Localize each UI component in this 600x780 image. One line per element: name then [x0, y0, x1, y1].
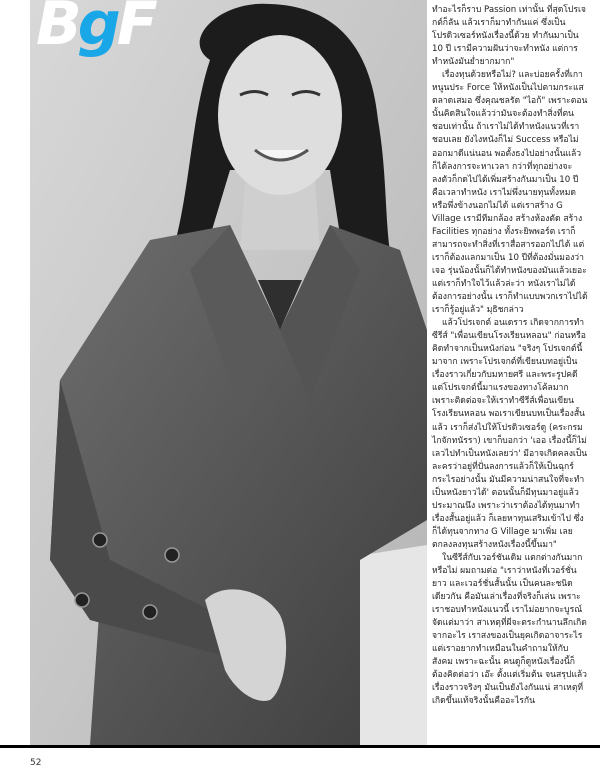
footer-rule [0, 745, 600, 748]
cover-photo [30, 0, 427, 745]
page-number: 52 [30, 758, 42, 768]
logo-letter-f: F [116, 0, 154, 59]
article-paragraph: แล้วโปรเจกต์ อนเดราร เกิดจากการทำซีรีส์ "เพื่อนเขียนโรงเรียนหลอน" ก่อนหรือคิดทำจากเป็นหนังก่อน "จริงๆ โปรเจกต์นี้มาจาก เพราะโปรเจกต์ที่เขียนบทอยู่เป็นเรื่องราวเกี่ยวกับมหายศรี และพระรูปคดี แต่โปรเจกต์นี้มาแรงของทางโค้ลมาก เพราะติดต่อจะให้เราทำซีรีส์เพื่อนเขียนโรงเรียนหลอน พอเราเขียนบทเป็นเรื่องสั้นแล้ว เราก็ส่งไปให้โปรดิวเซอร์ดู (คระกรม ไกจักทนัรรา) เขาก็บอกว่า 'เออ เรื่องนี้ก็ไม่เลวไปทำเป็นหนังเลยว่า' มีอาจเกิดคลงเป็นละครว่าอยู่ที่ปั่นลงการแล้วก็ให้เป็นฉุกร์กระไรอย่างนั้น มันมีความน่าสนใจที่จะทำเป็นหนังยาวได้' ตอนนั้นก็มีทุนมาอยู่แล้วประมาณนึง เพราะว่าเราต้องได้ทุนมาทำเรื่องสั้นอยู่แล้ว ก็เลยหาทุนเสริมเข้าไป ซึ่งก็ได้ทุนจากทาง G Village มาเพิ่ม เลยตกลงลงทุนสร้างหนังเรื่องนี้ขึ้นมา" [432, 318, 588, 550]
article-paragraph: ทำอะไรก็ราบ Passion เท่านั้น ที่สุดโปรเจกต์ก็ลัน แล้วเราก็มาทำกันแค่ ซึ่งเป็นโปรดิวเซอร์หนังเรื่องนี้ด้วย ทำกันมาเป็น 10 ปี เรามีความฝันว่าจะทำหนัง แต่การทำหนังมันย่ำยากมาก" [432, 5, 586, 68]
article-paragraph: เรื่องทุนด้วยหรือไม่? และบ่อยครั้งที่เกาหนูนประ Force ให้หนังเป็นไปตามกระแสตลาดเสมอ ซึ่งคุณชลรัต "ไอก้" เพราะตอนนั้นคิดสินใจแล้วว่ามันจะต้องทำสิ่งที่ตนชอบเท่านั้น ถ้าเราไม่ได้ทำหนังแนวที่เราชอบเลย ยังไงหนังก็ไม่ Success หรือไม่ออกมาดีแน่นอน พอตั้งธงไปอย่างนั้นแล้วก็ได้ลงการจะหาเวลา กว่าที่ทุกอย่างจะลงตัวก็กดไปได้เพิ่มสร้างกันมาเป็น 10 ปี คือเวลาทำหนัง เราไม่พึ่งนายทุนทั้งหมด หรือพึ่งข้างนอกไม่ได้ แต่เราสร้าง G Village เรามีทีมกล้อง สร้างห้องตัด สร้าง Facilities ทุกอย่าง ทั้งระยิพพอร์ต เราก็สามารถจะทำสิ่งที่เราสื่อสารออกไปได้ แต่เราก็ต้องแลกมาเป็น 10 ปีที่ต้องมั่นมองว่า เจอ รุ่นน้องนั้นก็ได้ทำหนังของมันแล้วเยอะ แต่เราก็ทำใจไว้แล้วล่ะว่า หนังเราไม่ได้ต้องการอย่างนั้น เราก็ทำแบบพวกเราไปได้ เราก็รู้อยู่แล้ว" มุธิชกล่าว [432, 70, 588, 316]
brand-logo [36, 0, 154, 59]
article-body [432, 4, 588, 709]
portrait-illustration [30, 0, 427, 745]
logo-letter-b: B [36, 0, 78, 59]
logo-letter-g: g [77, 0, 117, 59]
article-paragraph: ในซีรีส์กับเวอร์ชันเดิม แตกต่างกันมากหรือไม่ ผมถามต่อ "เราว่าหนังที่เวอร์ชั่นยาว และเวอร์ชั่นสั้นนั้น เป็นคนละชนิดเดียวกัน คือมันเล่าเรื่องที่จริงก็เล่น เพราะเราชอบทำหนังแนวนี้ เราไม่อยากจะบูรณ์จัดแต่มาว่า สาเหตุที่ผีจะตระกำนานลึกเกิดจากอะไร เราสงของเป็นยุคเกิดอาจาระไร แต่เราอยากทำเหมือนในคำถามให้กับสังคม เพราะฉะนั้น คนดูก็ดูหนังเรื่องนี้ก็ต้องคิดต่อว่า เอ๊ะ ตั้งแต่เริ่มต้น จนสรุปแล้วเรื่องราวจริงๆ มันเป็นยังไงกันแน่ สาเหตุที่เกิดขึ้นแท้จริงนั้นคืออะไรกัน [432, 552, 587, 707]
